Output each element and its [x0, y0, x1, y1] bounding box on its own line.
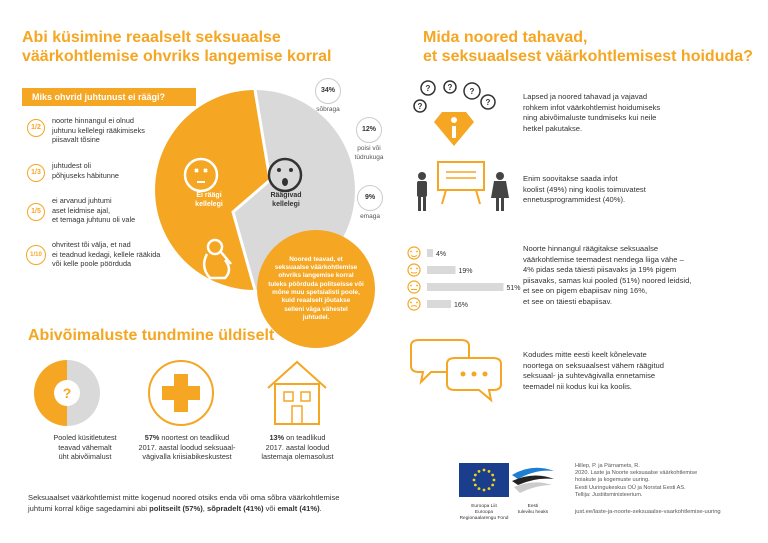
school-info-text: Enim soovitakse saada infot koolist (49%) ning koolis toimuvatest ennetusprogrammidest (40%).: [523, 174, 646, 204]
percent-badge: 34%: [315, 78, 341, 104]
svg-text:?: ?: [447, 83, 453, 92]
info-questions-icon: [408, 78, 500, 148]
tile-aware-one: Pooled küsitletutest teavad vähemalt üht abivõimalust: [53, 433, 117, 461]
question-pie-icon: [32, 358, 102, 428]
left-title: Abi küsimine reaalselt seksuaalse väärkohtlemise ohvriks langemise korral: [22, 29, 332, 65]
study-credits: Hillep, P. ja Pärnamets, R. 2020. Laste ja Noorte seksuaalse väärkohtlemise hoiakute ja kogemuste uuring. Eesti Uuringukeskus OÜ ja Norstat Eesti AS. Tellija: Justiitsministeerium.: [575, 463, 698, 498]
bar-label: 51%: [506, 285, 521, 292]
face-happy-icon: [408, 247, 420, 259]
bar: [427, 283, 504, 291]
fraction-badge: 1/10: [26, 245, 46, 265]
eu-logo: Euroopa Liit Euroopa Regionaalarengu Fond: [455, 463, 513, 521]
percent-badge: 12%: [356, 117, 382, 143]
estonia-logo: Eesti tuleviku heaks: [508, 463, 558, 516]
confidant-mother: 9% emaga: [352, 185, 388, 222]
sufficiency-bar-chart: [405, 244, 521, 318]
section2-title: Abivõimaluste tundmine üldiselt: [28, 327, 275, 344]
svg-text:?: ?: [469, 87, 475, 96]
study-link[interactable]: just.ee/laste-ja-noorte-seksuaalse-vaarkohtlemise-uuring: [575, 509, 721, 515]
bar-label: 4%: [436, 251, 447, 258]
bar-label: 19%: [458, 268, 473, 275]
bar: [427, 300, 451, 308]
svg-text:?: ?: [425, 84, 431, 93]
fraction-badge: 1/3: [27, 164, 45, 182]
why-label: Miks ohvrid juhtunust ei räägi?: [22, 88, 196, 106]
speech-bubbles-icon: [405, 338, 505, 404]
pie-label-talk: Räägivad kellelegi: [270, 192, 302, 208]
fraction-badge: 1/5: [27, 203, 45, 221]
tile-crisis-centres: 57% noortest on teadlikud 2017. aastal loodud seksuaal- vägivalla kriisiabikeskustest: [138, 433, 236, 461]
help-sources-text: Seksuaalset väärkohtlemist mitte kogenud noored otsiks enda või oma sõbra väärkohtlemise juhtumi korral kõige sagedamini abi politseilt (57%), sõpradelt (41%) või emalt (41%).: [28, 493, 340, 513]
police-callout: Noored teavad, et seksuaalse väärkohtlemise ohvriks langemise korral tuleks pöörduda politseisse või mõne muu spetsialisti poole, kuid reaalselt jõutakse selleni väga vähestel juhtudel.: [257, 230, 375, 348]
fraction-badge: 1/2: [27, 119, 45, 137]
info-need-text: Lapsed ja noored tahavad ja vajavad rohkem infot väärkohtlemist hoidumiseks ning abivõimaluste tundmiseks kui neile hetkel pakutakse.: [523, 92, 661, 133]
discussion-sufficiency-text: Noorte hinnangul räägitakse seksuaalse väärkohtlemise teemadest nendega liiga vähe – 4% pidas seda täiesti piisavaks ja 19% pigem piisavaks, samas kui pooled (51%) noored leidsid, et see on pigem ebapiisav ning 16%, et see on täiesti ebapiisav.: [523, 244, 692, 306]
classroom-icon: [408, 158, 514, 216]
svg-text:?: ?: [62, 385, 72, 401]
face-sad-icon: [408, 298, 420, 310]
bar: [427, 266, 456, 274]
svg-text:?: ?: [485, 98, 491, 107]
eu-flag-icon: [455, 463, 513, 499]
estonia-swoosh-icon: [508, 463, 558, 499]
non-estonian-homes-text: Kodudes mitte eesti keelt kõnelevate noortega on seksuaalsest vähem räägitud seksuaal- ja suhtevägivalla ennetamise teemadel nii kodus kui ka koolis.: [523, 350, 664, 391]
confidant-partner: 12% poisi või tüdrukuga: [346, 117, 392, 162]
pie-label-no-talk: Ei räägi kellelegi: [195, 192, 223, 208]
medical-cross-icon: [146, 358, 216, 428]
house-icon: [262, 356, 332, 428]
bar-label: 16%: [454, 302, 469, 309]
face-slight-icon: [408, 264, 420, 276]
percent-badge: 9%: [357, 185, 383, 211]
confidant-friend: 34% sõbraga: [310, 78, 346, 115]
svg-text:?: ?: [417, 102, 423, 111]
right-title: Mida noored tahavad, et seksuaalsest väärkohtlemisest hoiduda?: [423, 29, 753, 65]
tile-childrens-house: 13% on teadlikud 2017. aastal loodud lastemaja olemasolust: [261, 433, 334, 461]
face-neutral-icon: [408, 281, 420, 293]
bar: [427, 249, 433, 257]
